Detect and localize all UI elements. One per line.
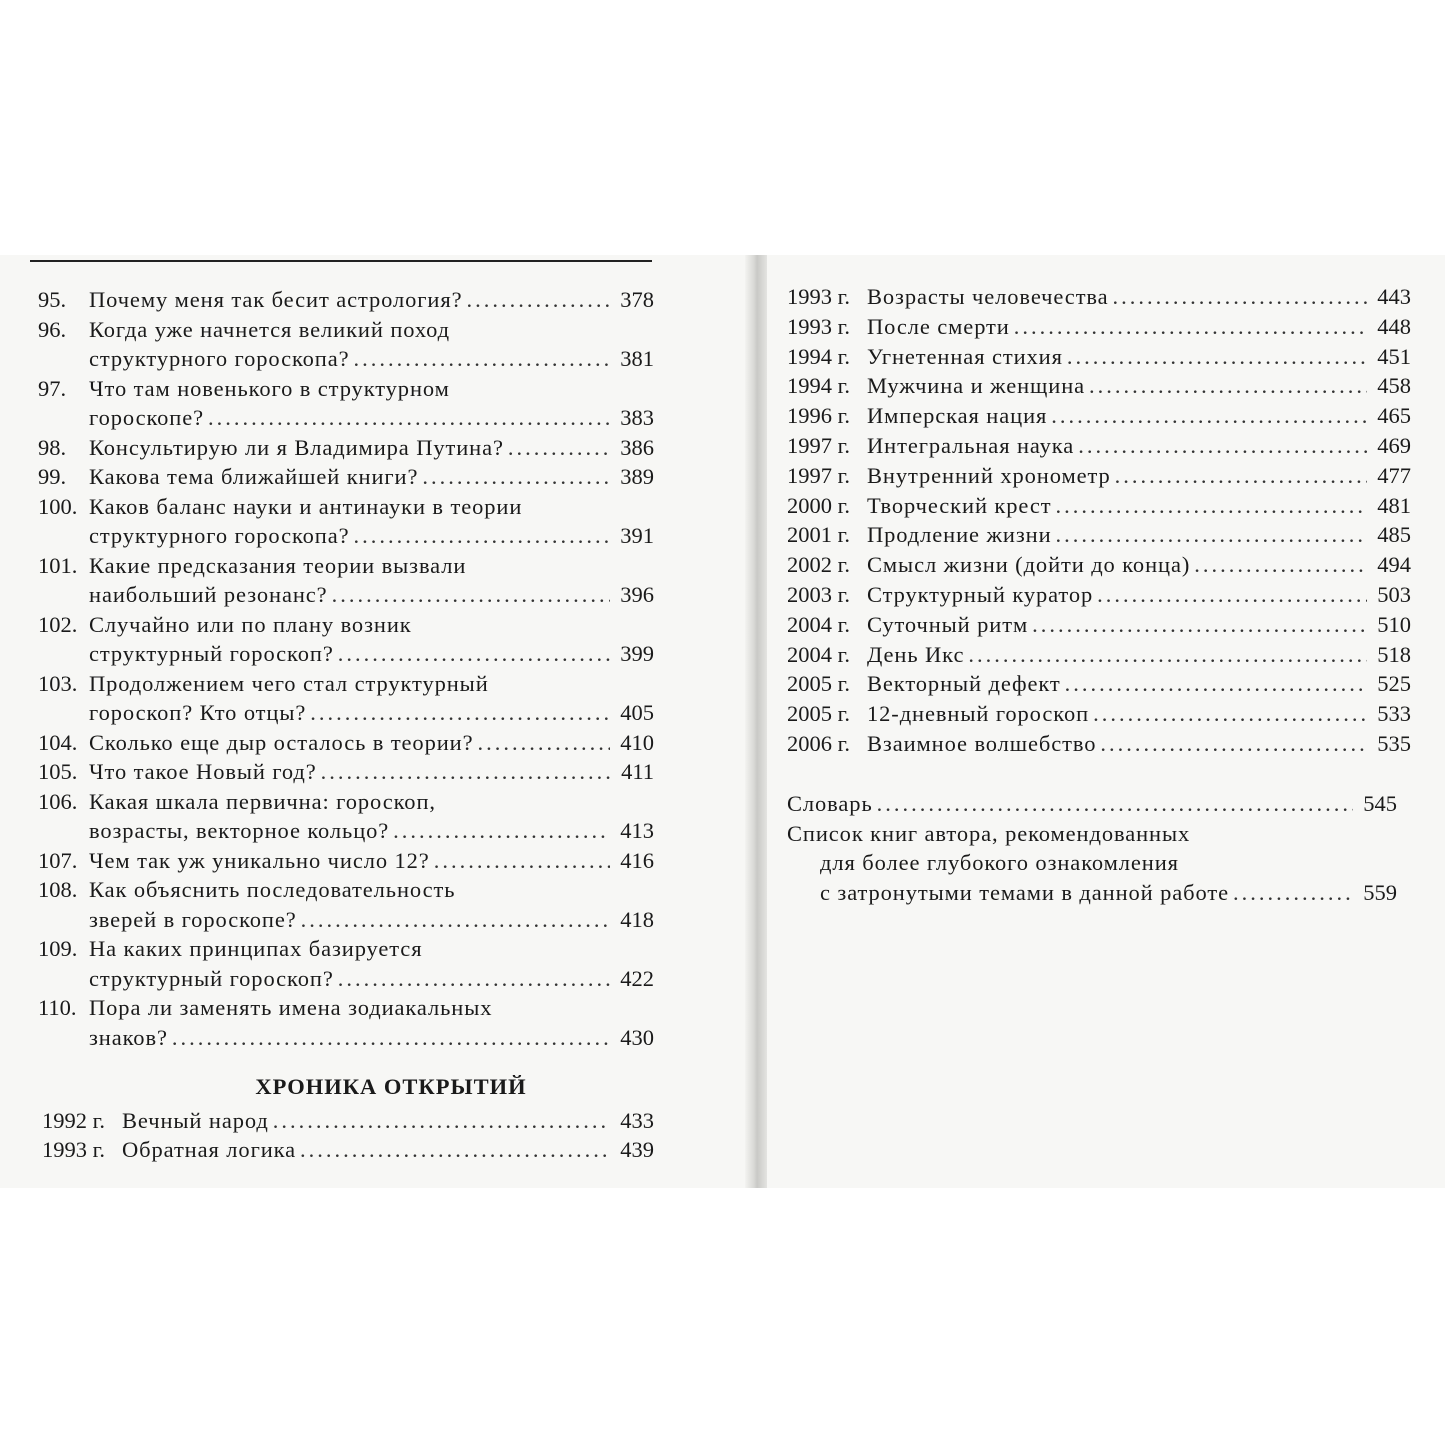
entry-title: Суточный ритм [867,611,1029,637]
dot-leader [1115,461,1367,491]
entry-year: 2004 г. [787,611,850,637]
page-number: 418 [620,906,654,932]
chronicle-entry [787,431,1411,461]
dot-leader [434,846,610,876]
book-list-entry [787,819,1411,849]
toc-line [38,934,654,964]
dot-leader [1014,312,1367,342]
dot-leader [310,698,610,728]
entry-year: 2006 г. [787,730,850,756]
dot-leader [338,639,610,669]
toc-line [38,1023,654,1053]
entry-title: Векторный дефект [867,671,1061,697]
entry-title: Случайно или по плану возник [89,611,412,637]
entry-title: Когда уже начнется великий поход [89,316,451,342]
entry-title: Творческий крест [867,492,1052,518]
chronicle-entry [787,640,1411,670]
dot-leader [354,521,610,551]
toc-line [38,521,654,551]
page-number: 411 [621,759,654,784]
toc-line [38,344,654,374]
page-number: 410 [620,729,654,755]
page-number: 383 [620,405,654,430]
entry-year: 1993 г. [787,313,850,339]
toc-line [38,875,654,905]
book-list-entry [787,878,1411,908]
dot-leader [1067,342,1367,372]
chronicle-entry [787,580,1411,610]
chronicle-entry [787,371,1411,401]
toc-line [38,285,654,315]
entry-title: структурного гороскопа? [89,523,350,548]
entry-title: Что такое Новый год? [89,759,317,784]
page-number: 545 [1363,790,1397,816]
toc-line [38,993,654,1023]
toc-line [38,728,654,758]
question-number: 108. [38,877,78,902]
question-number: 103. [38,670,78,696]
entry-year: 1994 г. [787,373,850,399]
entry-year: 1992 г. [42,1107,105,1133]
entry-year: 2002 г. [787,552,850,578]
toc-line [38,551,654,581]
toc-line [38,580,654,610]
page-number: 477 [1377,462,1411,488]
toc-line [38,846,654,876]
entry-title: Какова тема ближайшей книги? [89,464,419,489]
page-number: 413 [620,818,654,843]
chronicle-entry [787,729,1411,759]
entry-title: Как объяснить последовательность [89,877,456,902]
entry-title: После смерти [867,313,1010,339]
page-number: 430 [620,1024,654,1050]
entry-year: 1997 г. [787,432,850,458]
dot-leader [172,1023,610,1053]
dot-leader [1078,431,1367,461]
chronicle-list [787,282,1411,908]
toc-line [38,669,654,699]
toc-line [38,403,654,433]
dot-leader [1093,699,1367,729]
chronicle-entry [42,1135,654,1165]
question-number: 104. [38,729,78,755]
entry-title: Словарь [787,790,873,816]
section-heading-row [38,1072,654,1102]
entry-title: День Икс [867,641,965,667]
entry-year: 2004 г. [787,641,850,667]
entry-title: Продление жизни [867,522,1052,548]
page-number: 433 [620,1107,654,1133]
entry-title: гороскопе? [89,405,205,430]
toc-line [38,905,654,935]
page-number: 378 [620,287,654,312]
dot-leader [300,1135,610,1165]
page-number: 458 [1377,373,1411,399]
entry-title: Какие предсказания теории вызвали [89,552,467,578]
dot-leader [1100,729,1367,759]
entry-title: структурного гороскопа? [89,346,350,371]
page-number: 391 [620,523,654,548]
page-number: 559 [1363,880,1397,906]
entry-title: Структурный куратор [867,581,1094,607]
book-list-entry [787,848,1411,878]
chronicle-entry [787,520,1411,550]
question-number: 96. [38,316,67,342]
dot-leader [1051,401,1367,431]
entry-title: Чем так уж уникально число 12? [89,847,430,873]
entry-title: Вечный народ [122,1107,269,1133]
entry-title: Взаимное волшебство [867,730,1097,756]
toc-line [38,639,654,669]
dot-leader [1113,282,1367,312]
dot-leader [1097,580,1367,610]
entry-year: 2003 г. [787,581,850,607]
entry-title: Внутренний хронометр [867,462,1111,488]
toc-line [38,374,654,404]
dot-leader [478,728,610,758]
chronicle-entry [787,342,1411,372]
dot-leader [1233,878,1353,908]
question-number: 98. [38,434,67,460]
toc-line [38,433,654,463]
entry-title: Возрасты человечества [867,284,1109,309]
section-heading: ХРОНИКА ОТКРЫТИЙ [255,1074,527,1099]
entry-year: 2005 г. [787,671,850,697]
toc-line [38,462,654,492]
book-spread [0,255,1445,1188]
page-number: 481 [1377,492,1411,518]
chronicle-entry [787,312,1411,342]
chronicle-entry [787,610,1411,640]
page-number: 396 [620,582,654,607]
toc-line [38,698,654,728]
header-rule [30,260,652,262]
dot-leader [1032,610,1367,640]
page-number: 525 [1377,671,1411,697]
dot-leader [1055,491,1367,521]
entry-title: Что там новенького в структурном [89,375,450,401]
chronicle-entry [787,550,1411,580]
entry-title: Список книг автора, рекомендованных [787,820,1191,846]
page-number: 451 [1377,343,1411,369]
page-number: 503 [1377,581,1411,607]
entry-title: Обратная логика [122,1137,297,1162]
entry-title: Смысл жизни (дойти до конца) [867,552,1191,578]
dot-leader [321,757,610,787]
dot-leader [877,789,1353,819]
question-number: 107. [38,847,78,873]
entry-title: Продолжением чего стал структурный [89,670,489,696]
dot-leader [466,285,610,315]
page-number: 416 [620,847,654,873]
dot-leader [1194,550,1367,580]
entry-title: Имперская нация [867,403,1048,429]
question-number: 95. [38,287,67,312]
question-number: 100. [38,493,78,519]
dot-leader [393,816,610,846]
entry-title: структурный гороскоп? [89,641,334,666]
entry-year: 1996 г. [787,403,850,429]
page-number: 422 [620,965,654,991]
question-number: 109. [38,936,78,961]
dot-leader [208,403,610,433]
toc-line [38,757,654,787]
dot-leader [1065,669,1367,699]
entry-year: 1994 г. [787,343,850,369]
entry-year: 1993 г. [787,284,850,309]
spacer [38,1052,654,1072]
entry-title: Интегральная наука [867,432,1075,458]
entry-year: 2000 г. [787,492,850,518]
question-list [38,285,654,1165]
page-number: 533 [1377,701,1411,727]
toc-line [38,610,654,640]
page-number: 494 [1377,552,1411,578]
entry-title: с затронутыми темами в данной работе [820,880,1229,906]
entry-title: На каких принципах базируется [89,936,423,961]
question-number: 99. [38,464,67,489]
chronicle-entry [787,669,1411,699]
toc-line [38,816,654,846]
entry-title: для более глубокого ознакомления [820,850,1179,876]
dot-leader [1056,520,1367,550]
entry-title: Какая шкала первична: гороскоп, [89,788,436,814]
entry-title: Почему меня так бесит астрология? [89,287,463,312]
chronicle-entry [787,699,1411,729]
dot-leader [422,462,610,492]
page-number: 535 [1377,730,1411,756]
entry-title: Угнетенная стихия [867,343,1063,369]
dot-leader [354,344,610,374]
entry-title: Консультирую ли я Владимира Путина? [89,434,504,460]
dot-leader [273,1106,610,1136]
chronicle-entry [787,401,1411,431]
left-page [0,255,745,1188]
dot-leader [338,964,610,994]
question-number: 97. [38,375,67,401]
question-number: 105. [38,759,78,784]
dot-leader [968,640,1367,670]
page-number: 389 [620,464,654,489]
glossary-entry [787,789,1411,819]
book-gutter [745,255,767,1188]
entry-year: 1997 г. [787,462,850,488]
entry-title: Сколько еще дыр осталось в теории? [89,729,474,755]
question-number: 106. [38,788,78,814]
page-number: 439 [620,1137,654,1162]
entry-title: наибольший резонанс? [89,582,328,607]
entry-title: 12-дневный гороскоп [867,701,1090,727]
right-page [767,255,1445,1188]
dot-leader [332,580,610,610]
spacer [787,759,1411,789]
entry-title: Мужчина и женщина [867,373,1086,399]
entry-title: Каков баланс науки и антинауки в теории [89,493,523,519]
toc-line [38,964,654,994]
page-number: 448 [1377,313,1411,339]
dot-leader [301,905,610,935]
chronicle-entry [42,1106,654,1136]
entry-title: возрасты, векторное кольцо? [89,818,390,843]
entry-year: 2005 г. [787,701,850,727]
entry-title: гороскоп? Кто отцы? [89,700,307,725]
entry-title: структурный гороскоп? [89,965,334,991]
dot-leader [508,433,610,463]
page-number: 381 [620,346,654,371]
dot-leader [1089,371,1367,401]
question-number: 110. [38,995,77,1020]
page-number: 510 [1377,611,1411,637]
page-number: 386 [620,434,654,460]
page-number: 485 [1377,522,1411,548]
question-number: 102. [38,611,78,637]
entry-year: 2001 г. [787,522,850,548]
page-number: 469 [1377,432,1411,458]
toc-line [38,315,654,345]
page-number: 399 [620,641,654,666]
chronicle-entry [787,491,1411,521]
entry-title: зверей в гороскопе? [89,906,297,932]
page-number: 518 [1377,641,1411,667]
chronicle-entry [787,282,1411,312]
entry-title: знаков? [89,1024,168,1050]
chronicle-entry [787,461,1411,491]
toc-line [38,492,654,522]
toc-line [38,787,654,817]
page-number: 405 [620,700,654,725]
page-number: 443 [1377,284,1411,309]
entry-year: 1993 г. [42,1137,105,1162]
page-number: 465 [1377,403,1411,429]
question-number: 101. [38,552,78,578]
entry-title: Пора ли заменять имена зодиакальных [89,995,493,1020]
